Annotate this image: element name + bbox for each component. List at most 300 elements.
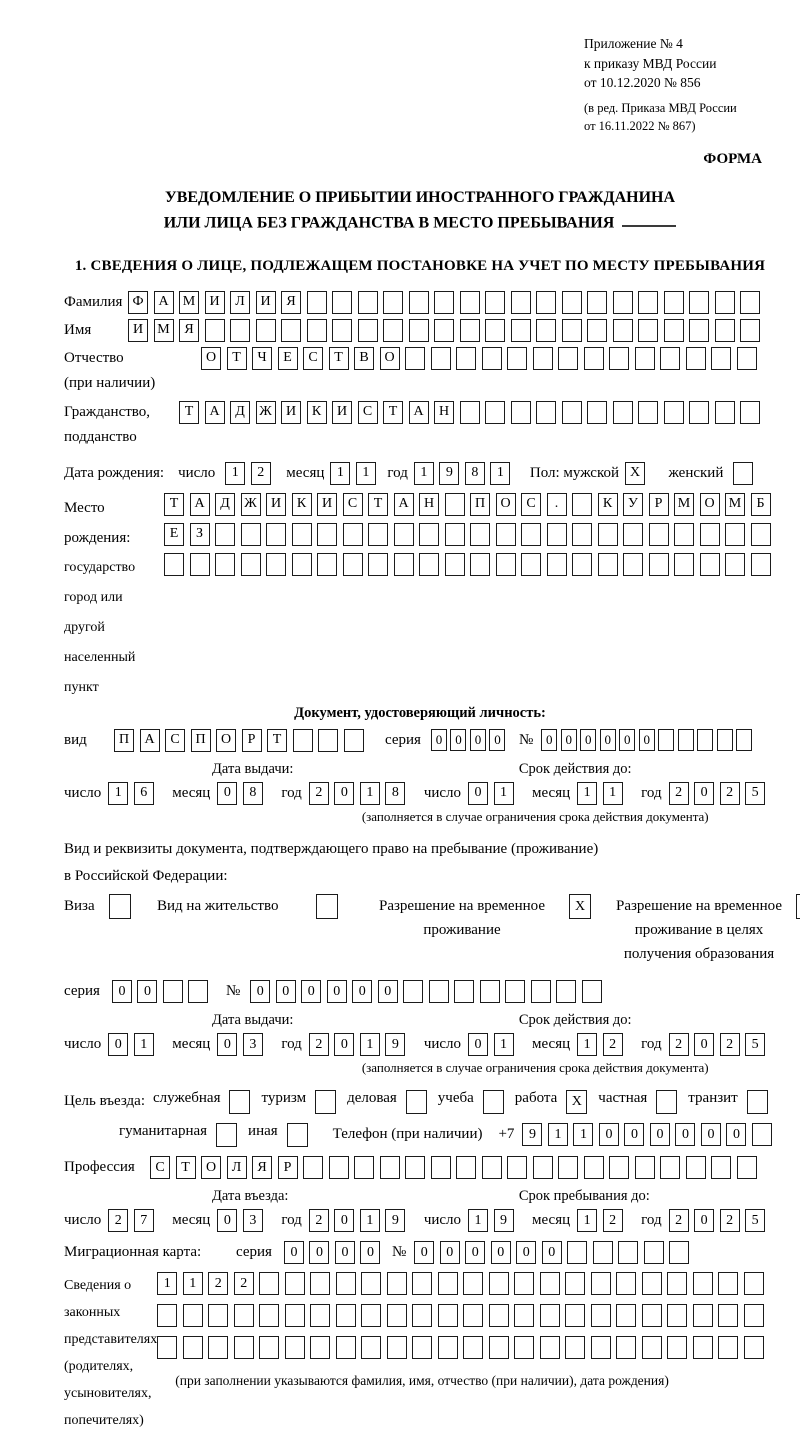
char-cell[interactable] <box>354 1156 374 1179</box>
char-cell[interactable] <box>565 1304 585 1327</box>
char-cell[interactable]: 0 <box>108 1033 128 1056</box>
char-cell[interactable]: 3 <box>243 1209 263 1232</box>
char-cell[interactable] <box>623 553 643 576</box>
char-cell[interactable] <box>387 1304 407 1327</box>
char-cell[interactable] <box>358 319 378 342</box>
char-cell[interactable]: О <box>201 1156 221 1179</box>
char-cell[interactable]: 0 <box>694 782 714 805</box>
char-cell[interactable] <box>412 1336 432 1359</box>
char-cell[interactable] <box>689 401 709 424</box>
char-cell[interactable] <box>598 523 618 546</box>
char-cell[interactable]: 2 <box>720 1033 740 1056</box>
char-cell[interactable]: Н <box>419 493 439 516</box>
char-cell[interactable]: 0 <box>360 1241 380 1264</box>
char-cell[interactable] <box>711 1156 731 1179</box>
char-cell[interactable] <box>460 401 480 424</box>
char-cell[interactable] <box>531 980 551 1003</box>
char-cell[interactable]: 0 <box>450 729 466 751</box>
char-cell[interactable] <box>361 1272 381 1295</box>
char-cell[interactable] <box>678 729 694 751</box>
char-cell[interactable]: Т <box>383 401 403 424</box>
char-cell[interactable] <box>667 1272 687 1295</box>
char-cell[interactable] <box>419 523 439 546</box>
char-cell[interactable] <box>394 523 414 546</box>
char-cell[interactable]: 8 <box>243 782 263 805</box>
char-cell[interactable]: 2 <box>720 782 740 805</box>
char-cell[interactable] <box>744 1336 764 1359</box>
char-cell[interactable] <box>266 553 286 576</box>
char-cell[interactable] <box>558 347 578 370</box>
char-cell[interactable]: А <box>190 493 210 516</box>
char-cell[interactable] <box>609 1156 629 1179</box>
char-cell[interactable] <box>736 729 752 751</box>
char-cell[interactable] <box>164 553 184 576</box>
char-cell[interactable] <box>635 347 655 370</box>
char-cell[interactable] <box>565 1272 585 1295</box>
char-cell[interactable] <box>266 523 286 546</box>
char-cell[interactable] <box>412 1304 432 1327</box>
char-cell[interactable]: 1 <box>577 782 597 805</box>
char-cell[interactable]: 0 <box>600 729 616 751</box>
char-cell[interactable] <box>489 1304 509 1327</box>
char-cell[interactable] <box>674 523 694 546</box>
char-cell[interactable]: К <box>598 493 618 516</box>
char-cell[interactable]: 5 <box>745 1033 765 1056</box>
char-cell[interactable]: 2 <box>251 462 271 485</box>
char-cell[interactable] <box>445 553 465 576</box>
char-cell[interactable] <box>649 523 669 546</box>
char-cell[interactable]: X <box>566 1090 587 1114</box>
char-cell[interactable] <box>496 523 516 546</box>
char-cell[interactable] <box>230 319 250 342</box>
char-cell[interactable]: 0 <box>580 729 596 751</box>
char-cell[interactable]: С <box>358 401 378 424</box>
char-cell[interactable] <box>521 553 541 576</box>
char-cell[interactable] <box>664 319 684 342</box>
char-cell[interactable] <box>281 319 301 342</box>
char-cell[interactable] <box>485 291 505 314</box>
char-cell[interactable]: Р <box>242 729 262 752</box>
char-cell[interactable] <box>567 1241 587 1264</box>
char-cell[interactable]: 0 <box>542 1241 562 1264</box>
char-cell[interactable]: 0 <box>694 1209 714 1232</box>
char-cell[interactable] <box>307 319 327 342</box>
char-cell[interactable]: 0 <box>284 1241 304 1264</box>
char-cell[interactable]: 0 <box>276 980 296 1003</box>
char-cell[interactable] <box>409 319 429 342</box>
char-cell[interactable] <box>332 319 352 342</box>
char-cell[interactable] <box>664 291 684 314</box>
char-cell[interactable] <box>419 553 439 576</box>
char-cell[interactable]: Б <box>751 493 771 516</box>
char-cell[interactable] <box>310 1336 330 1359</box>
char-cell[interactable] <box>317 553 337 576</box>
char-cell[interactable]: 0 <box>217 1033 237 1056</box>
char-cell[interactable] <box>616 1272 636 1295</box>
char-cell[interactable]: 7 <box>134 1209 154 1232</box>
char-cell[interactable] <box>740 401 760 424</box>
char-cell[interactable]: 1 <box>577 1033 597 1056</box>
char-cell[interactable] <box>208 1336 228 1359</box>
char-cell[interactable] <box>725 553 745 576</box>
char-cell[interactable] <box>514 1272 534 1295</box>
char-cell[interactable] <box>259 1304 279 1327</box>
char-cell[interactable] <box>598 553 618 576</box>
char-cell[interactable]: И <box>266 493 286 516</box>
char-cell[interactable]: М <box>674 493 694 516</box>
char-cell[interactable] <box>718 1336 738 1359</box>
char-cell[interactable]: Р <box>278 1156 298 1179</box>
char-cell[interactable] <box>751 553 771 576</box>
char-cell[interactable] <box>463 1304 483 1327</box>
char-cell[interactable]: Л <box>227 1156 247 1179</box>
char-cell[interactable] <box>514 1304 534 1327</box>
char-cell[interactable] <box>572 523 592 546</box>
char-cell[interactable] <box>287 1123 308 1147</box>
char-cell[interactable]: 0 <box>137 980 157 1003</box>
char-cell[interactable] <box>412 1272 432 1295</box>
char-cell[interactable] <box>667 1336 687 1359</box>
char-cell[interactable]: 0 <box>352 980 372 1003</box>
char-cell[interactable] <box>406 1090 427 1114</box>
char-cell[interactable]: 0 <box>378 980 398 1003</box>
char-cell[interactable] <box>463 1336 483 1359</box>
char-cell[interactable]: С <box>165 729 185 752</box>
char-cell[interactable]: 0 <box>599 1123 619 1146</box>
char-cell[interactable] <box>285 1304 305 1327</box>
char-cell[interactable] <box>591 1272 611 1295</box>
char-cell[interactable] <box>318 729 338 752</box>
char-cell[interactable] <box>329 1156 349 1179</box>
char-cell[interactable] <box>480 980 500 1003</box>
char-cell[interactable]: 0 <box>465 1241 485 1264</box>
char-cell[interactable]: 0 <box>431 729 447 751</box>
char-cell[interactable] <box>562 319 582 342</box>
char-cell[interactable]: И <box>281 401 301 424</box>
char-cell[interactable] <box>644 1241 664 1264</box>
char-cell[interactable]: 0 <box>561 729 577 751</box>
char-cell[interactable]: К <box>307 401 327 424</box>
char-cell[interactable]: О <box>380 347 400 370</box>
char-cell[interactable] <box>511 401 531 424</box>
char-cell[interactable] <box>737 1156 757 1179</box>
char-cell[interactable] <box>642 1336 662 1359</box>
char-cell[interactable] <box>660 1156 680 1179</box>
char-cell[interactable] <box>674 553 694 576</box>
char-cell[interactable]: Ф <box>128 291 148 314</box>
char-cell[interactable] <box>796 894 800 919</box>
char-cell[interactable] <box>658 729 674 751</box>
char-cell[interactable]: 0 <box>675 1123 695 1146</box>
char-cell[interactable]: 0 <box>217 1209 237 1232</box>
char-cell[interactable]: 0 <box>250 980 270 1003</box>
char-cell[interactable]: Т <box>267 729 287 752</box>
char-cell[interactable]: И <box>332 401 352 424</box>
char-cell[interactable] <box>163 980 183 1003</box>
char-cell[interactable] <box>285 1272 305 1295</box>
char-cell[interactable] <box>536 291 556 314</box>
char-cell[interactable] <box>700 523 720 546</box>
char-cell[interactable]: В <box>354 347 374 370</box>
char-cell[interactable]: 1 <box>360 782 380 805</box>
char-cell[interactable] <box>616 1304 636 1327</box>
char-cell[interactable]: 1 <box>157 1272 177 1295</box>
char-cell[interactable] <box>689 291 709 314</box>
char-cell[interactable] <box>316 894 338 919</box>
char-cell[interactable]: 0 <box>327 980 347 1003</box>
char-cell[interactable] <box>514 1336 534 1359</box>
char-cell[interactable] <box>470 523 490 546</box>
char-cell[interactable] <box>540 1304 560 1327</box>
char-cell[interactable]: З <box>190 523 210 546</box>
char-cell[interactable] <box>536 401 556 424</box>
char-cell[interactable]: А <box>409 401 429 424</box>
char-cell[interactable] <box>259 1336 279 1359</box>
char-cell[interactable] <box>747 1090 768 1114</box>
char-cell[interactable]: А <box>140 729 160 752</box>
char-cell[interactable]: 0 <box>619 729 635 751</box>
char-cell[interactable] <box>463 1272 483 1295</box>
char-cell[interactable] <box>358 291 378 314</box>
char-cell[interactable]: 5 <box>745 782 765 805</box>
char-cell[interactable]: 1 <box>577 1209 597 1232</box>
char-cell[interactable] <box>642 1272 662 1295</box>
char-cell[interactable]: Ж <box>241 493 261 516</box>
char-cell[interactable]: 2 <box>309 1033 329 1056</box>
char-cell[interactable]: 2 <box>208 1272 228 1295</box>
char-cell[interactable] <box>686 347 706 370</box>
char-cell[interactable] <box>697 729 713 751</box>
char-cell[interactable]: 2 <box>669 1209 689 1232</box>
char-cell[interactable]: 9 <box>439 462 459 485</box>
char-cell[interactable]: 9 <box>385 1209 405 1232</box>
char-cell[interactable] <box>613 319 633 342</box>
char-cell[interactable]: 0 <box>650 1123 670 1146</box>
char-cell[interactable]: 1 <box>494 1033 514 1056</box>
char-cell[interactable] <box>562 401 582 424</box>
char-cell[interactable] <box>387 1272 407 1295</box>
char-cell[interactable] <box>511 319 531 342</box>
char-cell[interactable]: 0 <box>489 729 505 751</box>
char-cell[interactable] <box>656 1090 677 1114</box>
char-cell[interactable] <box>562 291 582 314</box>
char-cell[interactable] <box>256 319 276 342</box>
char-cell[interactable]: 1 <box>468 1209 488 1232</box>
char-cell[interactable] <box>635 1156 655 1179</box>
char-cell[interactable]: А <box>154 291 174 314</box>
char-cell[interactable]: И <box>256 291 276 314</box>
char-cell[interactable] <box>460 319 480 342</box>
char-cell[interactable]: С <box>303 347 323 370</box>
char-cell[interactable]: 0 <box>468 782 488 805</box>
char-cell[interactable]: 2 <box>108 1209 128 1232</box>
char-cell[interactable] <box>109 894 131 919</box>
char-cell[interactable] <box>188 980 208 1003</box>
char-cell[interactable] <box>380 1156 400 1179</box>
char-cell[interactable] <box>572 553 592 576</box>
char-cell[interactable] <box>205 319 225 342</box>
char-cell[interactable] <box>613 401 633 424</box>
char-cell[interactable] <box>383 291 403 314</box>
char-cell[interactable]: 2 <box>603 1033 623 1056</box>
char-cell[interactable] <box>667 1304 687 1327</box>
char-cell[interactable]: X <box>625 462 645 485</box>
char-cell[interactable]: Я <box>281 291 301 314</box>
char-cell[interactable] <box>740 291 760 314</box>
char-cell[interactable]: И <box>317 493 337 516</box>
char-cell[interactable]: О <box>216 729 236 752</box>
char-cell[interactable] <box>343 523 363 546</box>
char-cell[interactable]: 0 <box>639 729 655 751</box>
char-cell[interactable]: 2 <box>669 1033 689 1056</box>
char-cell[interactable] <box>638 401 658 424</box>
char-cell[interactable]: 6 <box>134 782 154 805</box>
char-cell[interactable] <box>565 1336 585 1359</box>
char-cell[interactable]: Р <box>649 493 669 516</box>
char-cell[interactable]: О <box>201 347 221 370</box>
char-cell[interactable]: П <box>114 729 134 752</box>
char-cell[interactable] <box>533 1156 553 1179</box>
char-cell[interactable]: М <box>725 493 745 516</box>
char-cell[interactable] <box>536 319 556 342</box>
char-cell[interactable] <box>445 523 465 546</box>
char-cell[interactable] <box>717 729 733 751</box>
char-cell[interactable] <box>445 493 465 516</box>
char-cell[interactable]: 0 <box>334 1033 354 1056</box>
char-cell[interactable] <box>215 523 235 546</box>
char-cell[interactable] <box>387 1336 407 1359</box>
char-cell[interactable]: 0 <box>301 980 321 1003</box>
char-cell[interactable]: И <box>128 319 148 342</box>
char-cell[interactable] <box>229 1090 250 1114</box>
char-cell[interactable] <box>664 401 684 424</box>
char-cell[interactable]: 1 <box>183 1272 203 1295</box>
char-cell[interactable]: 8 <box>385 782 405 805</box>
char-cell[interactable] <box>438 1272 458 1295</box>
char-cell[interactable]: 5 <box>745 1209 765 1232</box>
char-cell[interactable]: 1 <box>356 462 376 485</box>
char-cell[interactable] <box>711 347 731 370</box>
char-cell[interactable]: 0 <box>516 1241 536 1264</box>
char-cell[interactable]: 0 <box>334 1209 354 1232</box>
char-cell[interactable] <box>593 1241 613 1264</box>
char-cell[interactable] <box>591 1304 611 1327</box>
char-cell[interactable]: 0 <box>334 782 354 805</box>
char-cell[interactable] <box>317 523 337 546</box>
char-cell[interactable]: Т <box>329 347 349 370</box>
char-cell[interactable] <box>737 347 757 370</box>
char-cell[interactable]: 0 <box>470 729 486 751</box>
char-cell[interactable] <box>489 1272 509 1295</box>
char-cell[interactable] <box>456 347 476 370</box>
char-cell[interactable]: А <box>205 401 225 424</box>
char-cell[interactable] <box>618 1241 638 1264</box>
char-cell[interactable] <box>403 980 423 1003</box>
char-cell[interactable] <box>584 347 604 370</box>
char-cell[interactable]: 0 <box>440 1241 460 1264</box>
char-cell[interactable] <box>638 291 658 314</box>
char-cell[interactable] <box>431 1156 451 1179</box>
char-cell[interactable]: 1 <box>225 462 245 485</box>
char-cell[interactable] <box>751 523 771 546</box>
char-cell[interactable] <box>547 523 567 546</box>
char-cell[interactable]: X <box>569 894 591 919</box>
char-cell[interactable]: А <box>394 493 414 516</box>
char-cell[interactable] <box>689 319 709 342</box>
char-cell[interactable]: 1 <box>108 782 128 805</box>
char-cell[interactable] <box>332 291 352 314</box>
char-cell[interactable] <box>660 347 680 370</box>
char-cell[interactable] <box>241 523 261 546</box>
char-cell[interactable]: М <box>179 291 199 314</box>
char-cell[interactable] <box>292 553 312 576</box>
char-cell[interactable] <box>183 1336 203 1359</box>
char-cell[interactable] <box>216 1123 237 1147</box>
char-cell[interactable] <box>343 553 363 576</box>
char-cell[interactable]: О <box>700 493 720 516</box>
char-cell[interactable] <box>556 980 576 1003</box>
char-cell[interactable]: 0 <box>112 980 132 1003</box>
char-cell[interactable] <box>485 401 505 424</box>
char-cell[interactable] <box>669 1241 689 1264</box>
char-cell[interactable] <box>429 980 449 1003</box>
char-cell[interactable]: П <box>191 729 211 752</box>
char-cell[interactable]: 1 <box>330 462 350 485</box>
char-cell[interactable] <box>613 291 633 314</box>
char-cell[interactable] <box>505 980 525 1003</box>
char-cell[interactable] <box>623 523 643 546</box>
char-cell[interactable]: 0 <box>624 1123 644 1146</box>
char-cell[interactable] <box>725 523 745 546</box>
char-cell[interactable] <box>394 553 414 576</box>
char-cell[interactable] <box>454 980 474 1003</box>
char-cell[interactable]: . <box>547 493 567 516</box>
char-cell[interactable]: 2 <box>234 1272 254 1295</box>
char-cell[interactable]: И <box>205 291 225 314</box>
char-cell[interactable] <box>700 553 720 576</box>
char-cell[interactable] <box>285 1336 305 1359</box>
char-cell[interactable] <box>234 1336 254 1359</box>
char-cell[interactable]: 1 <box>573 1123 593 1146</box>
char-cell[interactable]: 0 <box>726 1123 746 1146</box>
char-cell[interactable]: 1 <box>548 1123 568 1146</box>
char-cell[interactable]: 1 <box>603 782 623 805</box>
char-cell[interactable]: М <box>154 319 174 342</box>
char-cell[interactable] <box>547 553 567 576</box>
char-cell[interactable]: О <box>496 493 516 516</box>
char-cell[interactable]: 0 <box>694 1033 714 1056</box>
char-cell[interactable] <box>572 493 592 516</box>
char-cell[interactable] <box>157 1336 177 1359</box>
char-cell[interactable]: Ч <box>252 347 272 370</box>
char-cell[interactable]: Т <box>176 1156 196 1179</box>
char-cell[interactable]: 9 <box>385 1033 405 1056</box>
char-cell[interactable] <box>733 462 753 485</box>
char-cell[interactable]: Л <box>230 291 250 314</box>
char-cell[interactable] <box>591 1336 611 1359</box>
char-cell[interactable] <box>434 319 454 342</box>
char-cell[interactable] <box>190 553 210 576</box>
char-cell[interactable] <box>587 291 607 314</box>
char-cell[interactable] <box>438 1336 458 1359</box>
char-cell[interactable] <box>489 1336 509 1359</box>
char-cell[interactable]: Я <box>252 1156 272 1179</box>
char-cell[interactable] <box>361 1336 381 1359</box>
char-cell[interactable] <box>638 319 658 342</box>
char-cell[interactable] <box>344 729 364 752</box>
char-cell[interactable]: 9 <box>522 1123 542 1146</box>
char-cell[interactable] <box>715 401 735 424</box>
